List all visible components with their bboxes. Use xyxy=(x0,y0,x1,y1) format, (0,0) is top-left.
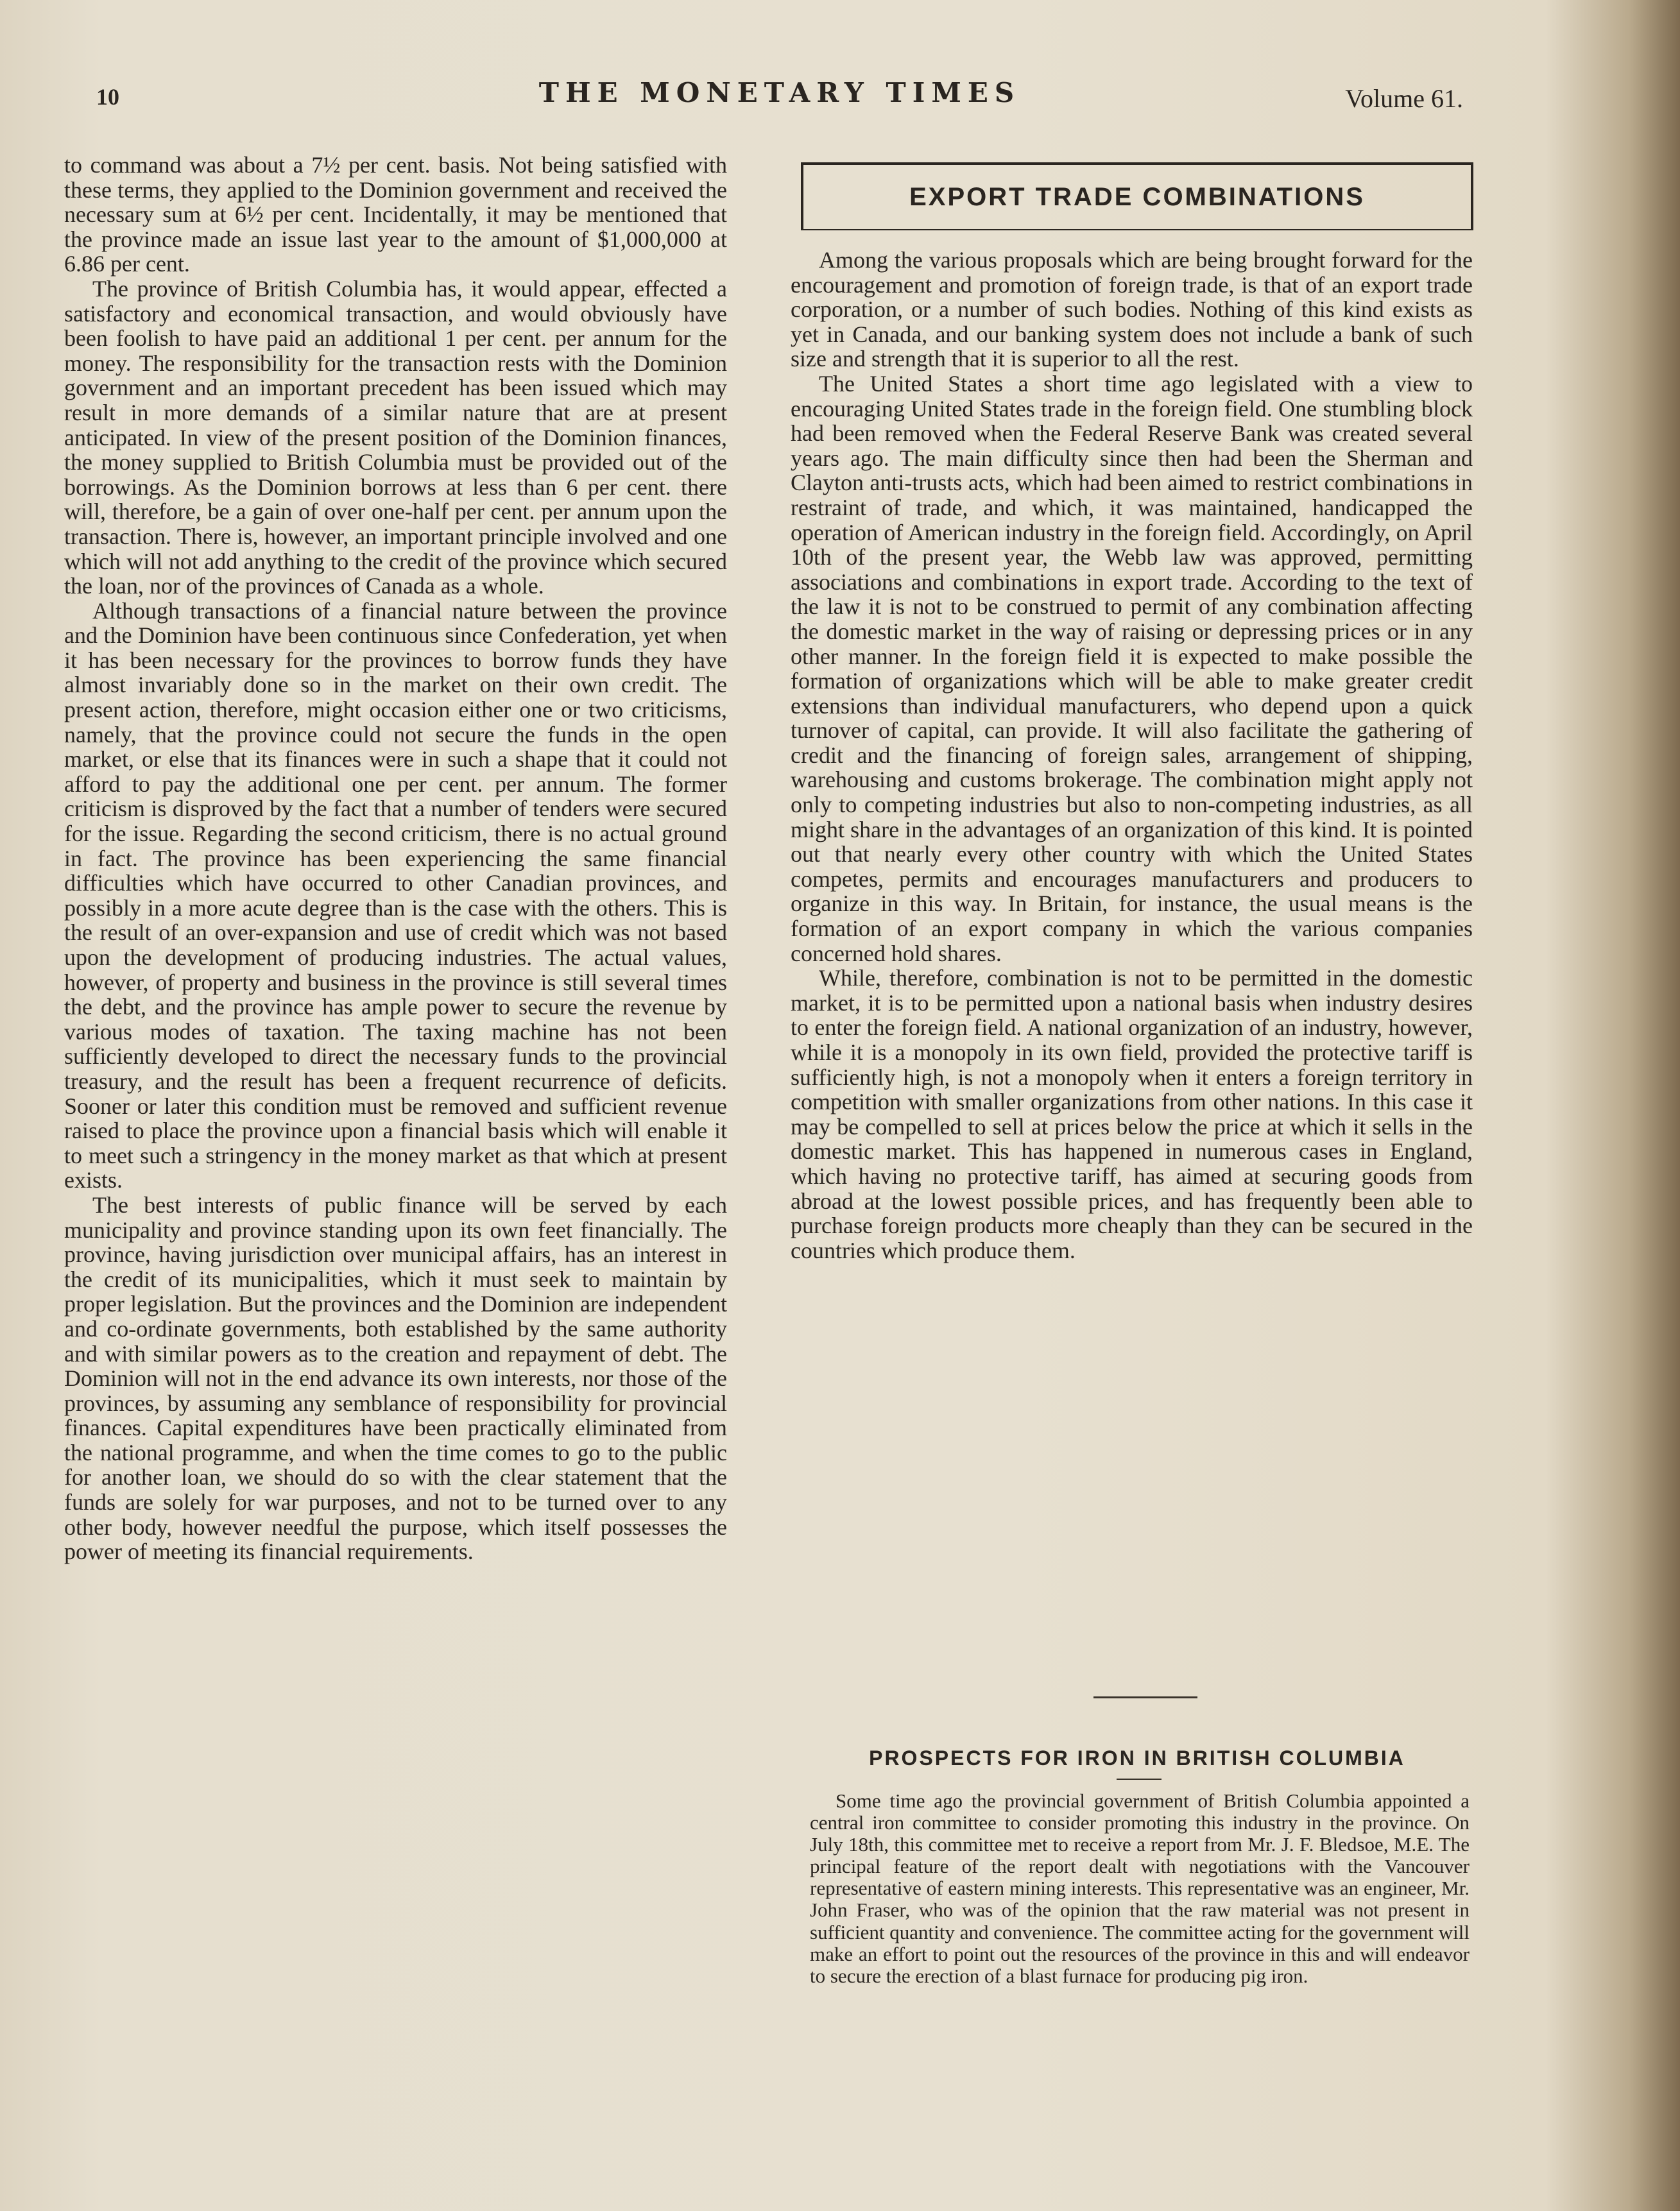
export-article-heading-box xyxy=(801,162,1473,230)
left-column xyxy=(64,153,727,1564)
paragraph: While, therefore, combination is not to be permitted in the domestic market, it is to be permitted upon a national basis when industry desires to enter the foreign field. A national organization of an industry, however, while it is a monopoly in its own field, provided the protective tariff is sufficiently high, is not a monopoly when it enters a foreign territory in competition with smaller organizations from other nations. In this case it may be compelled to sell at prices below the price at which it sells in the domestic market. This has happened in numerous cases in England, which having no protective tariff, has aimed at securing goods from abroad at the lowest possible prices, and has frequently been able to purchase foreign products more cheaply than they can be secured in the countries which produce them. xyxy=(791,965,1473,1263)
iron-article-body xyxy=(810,1790,1470,1987)
iron-article-title: PROSPECTS FOR IRON IN BRITISH COLUMBIA xyxy=(869,1746,1405,1770)
export-article-body xyxy=(791,248,1473,1263)
export-article-title: EXPORT TRADE COMBINATIONS xyxy=(909,183,1365,211)
paragraph: Among the various proposals which are being brought forward for the encouragement and promotion of foreign trade, is that of an export trade corporation, or a number of such bodies. Nothing of this kind exists as yet in Canada, and our banking system does not include a bank of such size and strength that it is superior to all the rest. xyxy=(791,247,1473,372)
volume-label: Volume 61. xyxy=(1345,84,1463,113)
page-number: 10 xyxy=(96,84,119,110)
title-underline xyxy=(1117,1779,1161,1780)
paragraph: The province of British Columbia has, it would appear, effected a satisfactory and economical transaction, and would obviously have been foolish to have paid an additional 1 per cent. per annum for the money. The responsibility for the transaction rests with the Dominion government and an important precedent has been issued which may result in more demands of a similar nature that are at present anticipated. In view of the present position of the Dominion finances, the money supplied to British Columbia must be provided out of the borrowings. As the Dominion borrows at less than 6 per cent. there will, therefore, be a gain of over one-half per cent. per annum upon the transaction. There is, however, an important principle involved and one which will not add anything to the credit of the province which secured the loan, nor of the provinces of Canada as a whole. xyxy=(64,275,727,599)
section-divider xyxy=(1093,1696,1197,1698)
masthead: THE MONETARY TIMES xyxy=(538,77,1021,108)
paragraph: The best interests of public finance will be served by each municipality and province standing upon its own feet financially. The province, having jurisdiction over municipal affairs, has an interest in the credit of its municipalities, which it must seek to maintain by proper legislation. But the provinces and the Dominion are independent and co-ordinate governments, both established by the same authority and with similar powers as to the creation and repayment of debt. The Dominion will not in the end advance its own interests, nor those of the provinces, by assuming any semblance of responsibility for provincial finances. Capital expenditures have been practically eliminated from the national programme, and when the time comes to go to the public for another loan, we should do so with the clear statement that the funds are solely for war purposes, and not to be turned over to any other body, however needful the purpose, which itself possesses the power of meeting its financial requirements. xyxy=(64,1191,727,1565)
paragraph: Some time ago the provincial government of British Columbia appointed a central iron committee to consider promoting this industry in the province. On July 18th, this committee met to receive a report from Mr. J. F. Bledsoe, M.E. The principal feature of the report dealt with negotiations with the Vancouver representative of eastern mining interests. This representative was an engineer, Mr. John Fraser, who was of the opinion that the raw material was not present in sufficient quantity and convenience. The committee acting for the government will make an effort to point out the resources of the province in this and will endeavor to secure the erection of a blast furnace for producing pig iron. xyxy=(810,1789,1470,1987)
paragraph: to command was about a 7½ per cent. basis. Not being satisfied with these terms, they applied to the Dominion government and received the necessary sum at 6½ per cent. Incidentally, it may be mentioned that the province made an issue last year to the amount of $1,000,000 at 6.86 per cent. xyxy=(64,152,727,277)
running-head xyxy=(96,77,1463,122)
paragraph: The United States a short time ago legislated with a view to encouraging United States trade in the foreign field. One stumbling block had been removed when the Federal Reserve Bank was created several years ago. The main difficulty since then had been the Sherman and Clayton anti-trusts acts, which had been aimed to restrict combinations in restraint of trade, and which, it was maintained, handicapped the operation of American industry in the foreign field. Accordingly, on April 10th of the present year, the Webb law was approved, permitting associations and combinations in export trade. According to the text of the law it is not to be construed to permit of any combination affecting the domestic market in the way of raising or depressing prices or in any other manner. In the foreign field it is expected to make possible the formation of organizations which will be able to make greater credit extensions than individual manufacturers, who depend upon a quick turnover of capital, can provide. It will also facilitate the gathering of credit and the financing of foreign sales, arrangement of shipping, warehousing and customs brokerage. The combination might apply not only to competing industries but also to non-competing industries, as all might share in the advantages of an organization of this kind. It is pointed out that nearly every other country with which the United States competes, permits and encourages manufacturers and producers to organize in this way. In Britain, for instance, the usual means is the formation of an export company in which the various companies concerned hold shares. xyxy=(791,370,1473,966)
paragraph: Although transactions of a financial nature between the province and the Dominion have been continuous since Confederation, yet when it has been necessary for the provinces to borrow funds they have almost invariably done so in the market on their own credit. The present action, therefore, might occasion either one or two criticisms, namely, that the province could not secure the funds in the open market, or else that its finances were in such a shape that it could not afford to pay the additional one per cent. per annum. The former criticism is disproved by the fact that a number of tenders were secured for the issue. Regarding the second criticism, there is no actual ground in fact. The province has been experiencing the same financial difficulties which have occurred to other Canadian provinces, and possibly in a more acute degree than is the case with the others. This is the result of an over-expansion and use of credit which was not based upon the development of producing industries. The actual values, however, of property and business in the province is still several times the debt, and the province has ample power to secure the revenue by various modes of taxation. The taxing machine has not been sufficiently developed to direct the necessary funds to the provincial treasury, and the result has been a frequent recurrence of deficits. Sooner or later this condition must be removed and sufficient revenue raised to place the province upon a financial basis which will enable it to meet such a stringency in the money market as that which at present exists. xyxy=(64,597,727,1193)
